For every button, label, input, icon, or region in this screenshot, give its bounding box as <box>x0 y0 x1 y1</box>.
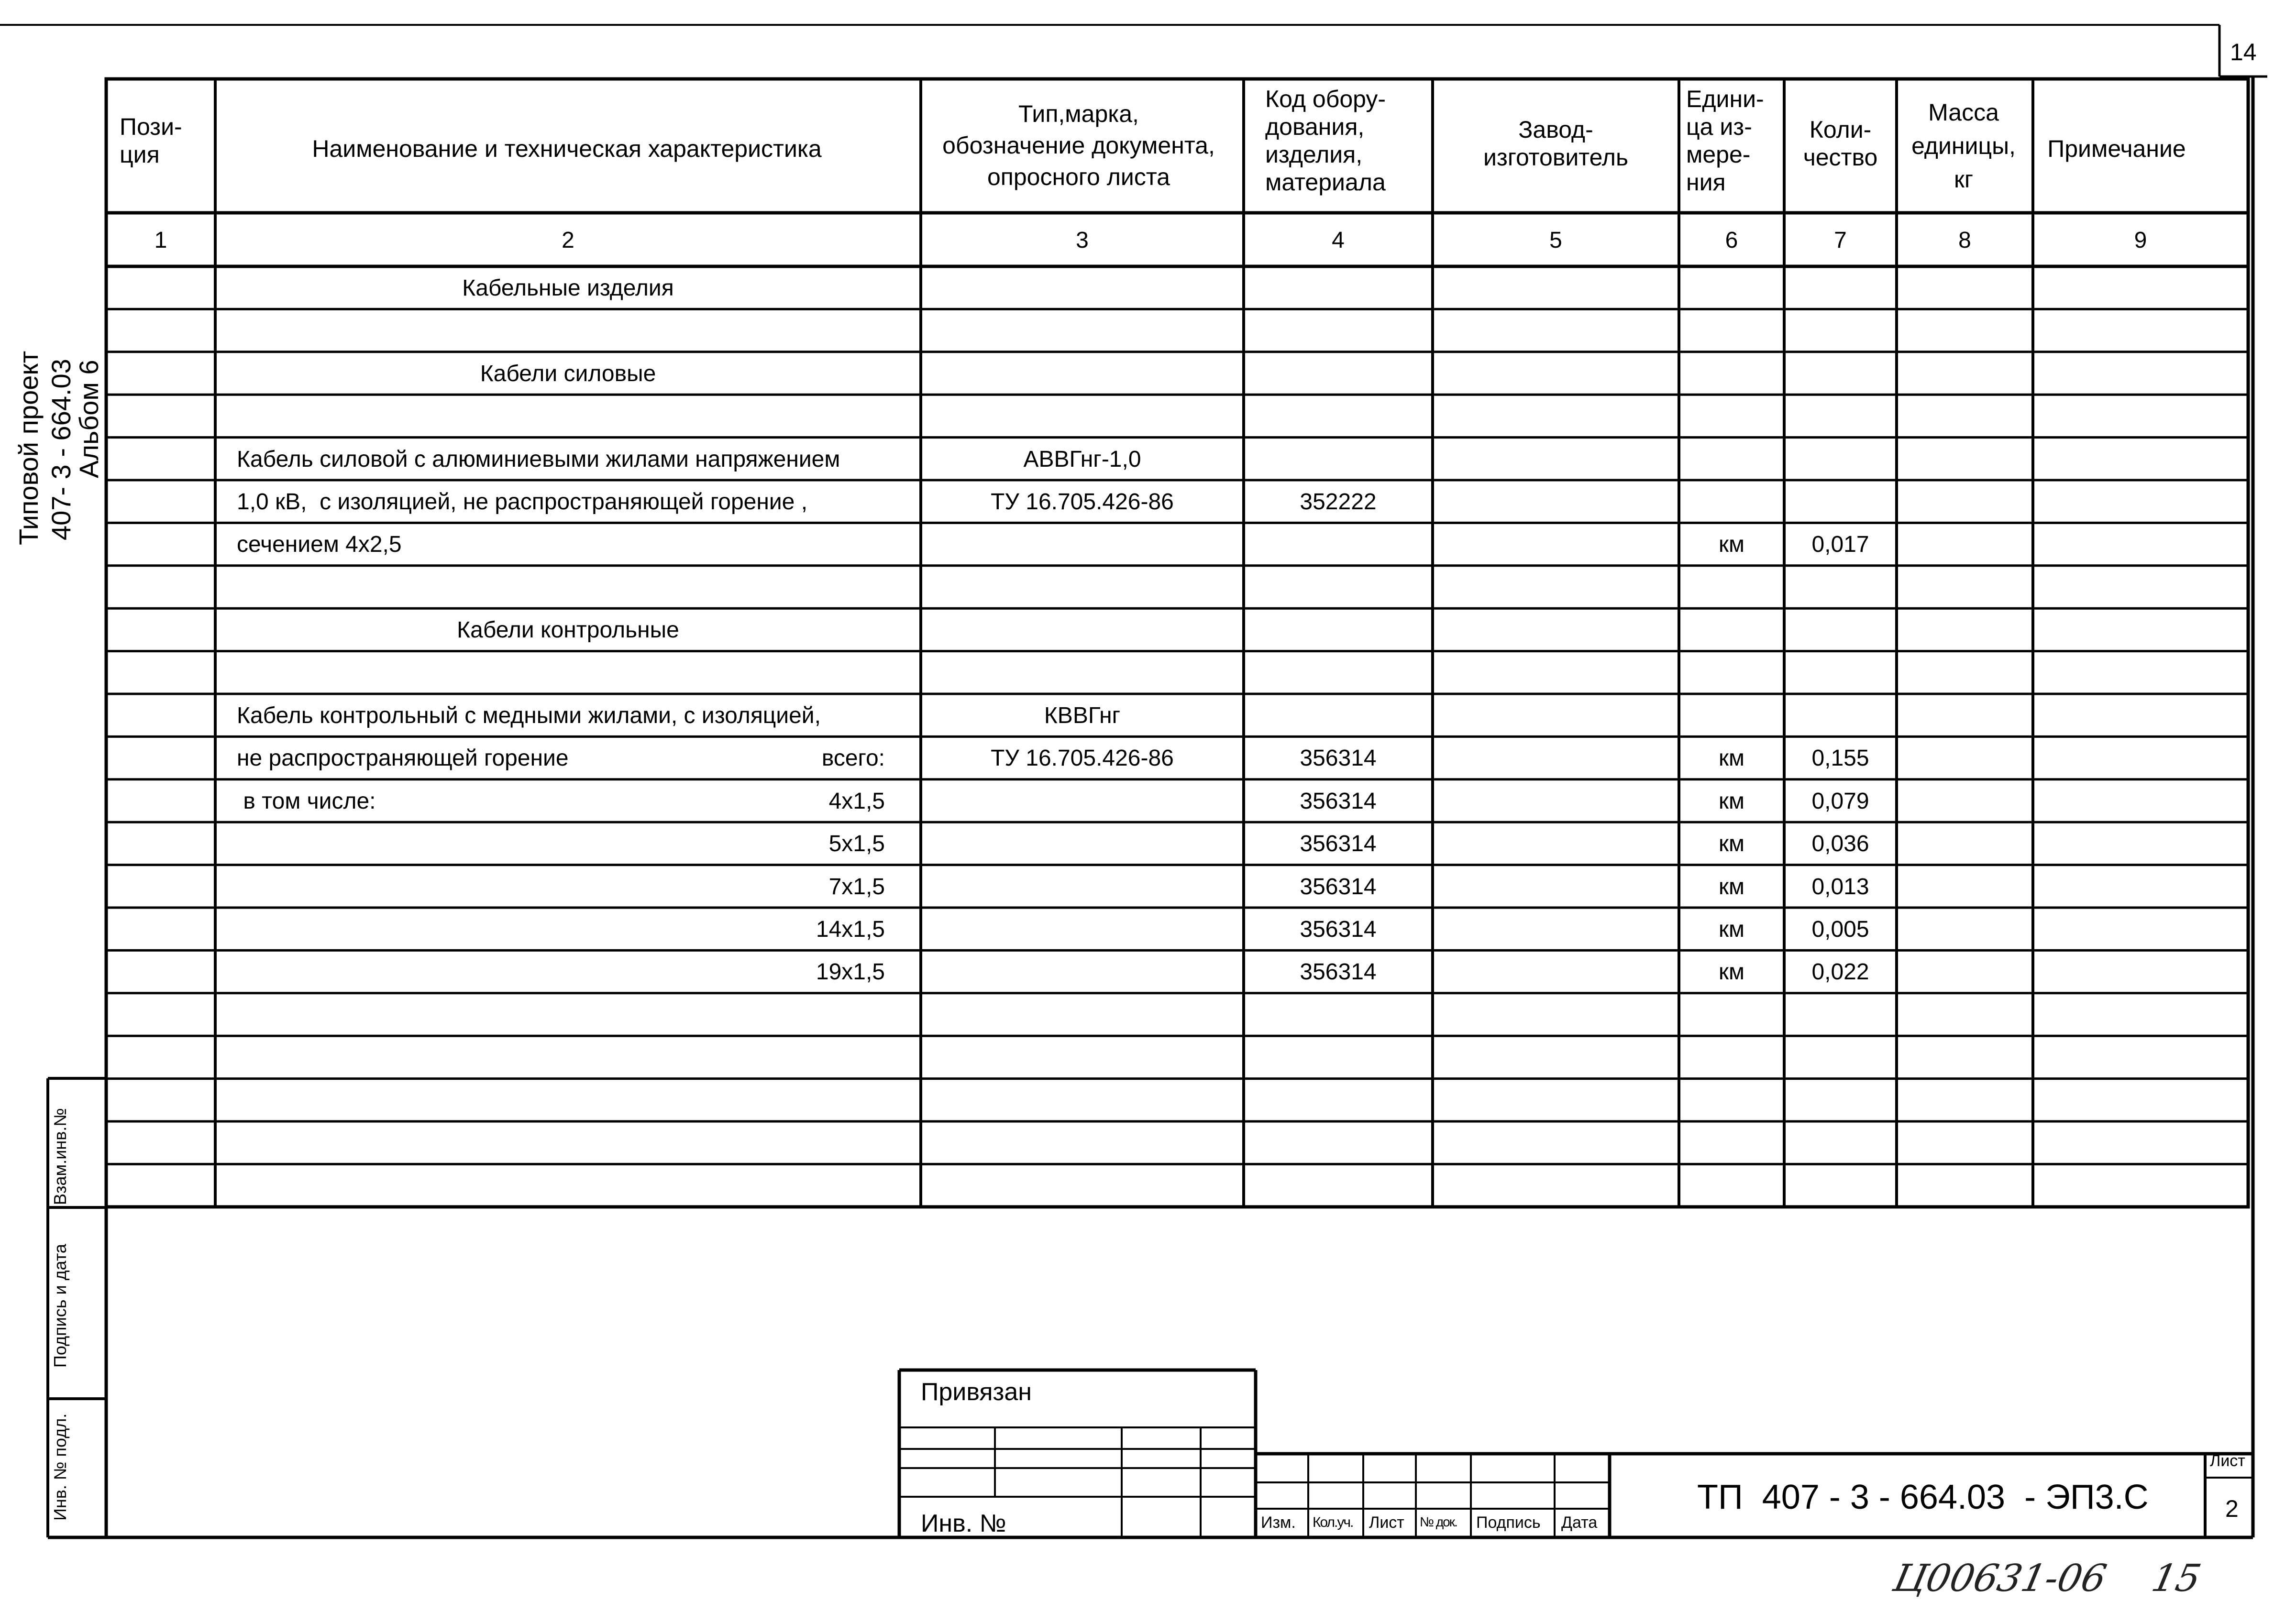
row-section-title: Кабели силовые <box>480 361 656 386</box>
row-qty: 0,079 <box>1811 788 1869 814</box>
sheet-label: Лист <box>2210 1452 2245 1470</box>
header-name: Наименование и техническая характеристика <box>312 135 822 162</box>
handwritten-page: 15 <box>2148 1557 2205 1600</box>
side-stamp-line2: 407- 3 - 664.03 <box>46 359 76 540</box>
row-name: 1,0 кВ, с изоляцией, не распространяющей горение , <box>237 489 808 515</box>
row-code: 356314 <box>1300 874 1377 899</box>
header-code: Код обору- дования, изделия, материала <box>1265 86 1386 196</box>
row-name: в том числе: <box>237 788 376 814</box>
header-maker: Завод- изготовитель <box>1483 116 1629 171</box>
column-number: 2 <box>562 228 574 253</box>
row-unit: км <box>1719 831 1744 857</box>
sheet-value: 2 <box>2225 1495 2239 1522</box>
row-qty: 0,155 <box>1811 746 1869 771</box>
row-name: Кабель контрольный с медными жилами, с изоляцией, <box>237 703 821 728</box>
row-name-right: 14х1,5 <box>816 917 885 942</box>
vzam-inv-label: Взам.инв.№ <box>50 1108 70 1205</box>
row-type: ТУ 16.705.426-86 <box>991 489 1174 515</box>
header-mass: Масса единицы, кг <box>1911 99 2016 193</box>
inv-podl-label: Инв. № подл. <box>50 1413 70 1521</box>
n-dok-label: № док. <box>1420 1514 1457 1529</box>
row-code: 356314 <box>1300 746 1377 771</box>
sheet-number: 14 <box>2230 39 2257 66</box>
inv-no-label: Инв. № <box>921 1510 1006 1537</box>
row-unit: км <box>1719 532 1744 558</box>
column-number: 7 <box>1834 228 1847 253</box>
row-name: Кабель силовой с алюминиевыми жилами напряжением <box>237 446 840 472</box>
row-unit: км <box>1719 746 1744 771</box>
row-name-right: 19х1,5 <box>816 959 885 985</box>
column-number: 9 <box>2134 228 2147 253</box>
row-unit: км <box>1719 874 1744 899</box>
column-number: 6 <box>1725 228 1738 253</box>
row-type: КВВГнг <box>1044 703 1121 728</box>
row-name: не распространяющей горение <box>237 746 569 771</box>
designation: ТП 407 - 3 - 664.03 - ЭП3.С <box>1697 1478 2149 1516</box>
privyazan-label: Привязан <box>921 1378 1032 1406</box>
row-code: 356314 <box>1300 788 1377 814</box>
column-number: 5 <box>1549 228 1562 253</box>
row-name-right: 5х1,5 <box>828 831 885 857</box>
data-label: Дата <box>1561 1513 1598 1532</box>
izm-label: Изм. <box>1261 1513 1296 1532</box>
header-qty: Коли- чество <box>1803 116 1878 171</box>
row-qty: 0,005 <box>1811 917 1869 942</box>
row-type: АВВГнг-1,0 <box>1023 446 1141 472</box>
header-pos: Пози- ция <box>120 113 182 168</box>
column-number: 3 <box>1076 228 1089 253</box>
row-qty: 0,013 <box>1811 874 1869 899</box>
row-section-title: Кабели контрольные <box>457 617 679 643</box>
row-name: сечением 4х2,5 <box>237 532 402 558</box>
podpis-data-label: Подпись и дата <box>50 1244 70 1368</box>
row-qty: 0,036 <box>1811 831 1869 857</box>
row-code: 356314 <box>1300 917 1377 942</box>
handwritten-code: Ц00631-06 <box>1889 1557 2110 1600</box>
side-stamp-line1: Типовой проект <box>13 351 44 545</box>
header-unit: Едини- ца из- мере- ния <box>1686 86 1764 196</box>
row-section-title: Кабельные изделия <box>462 275 674 301</box>
header-note: Примечание <box>2047 135 2186 162</box>
row-name-right: всего: <box>821 746 885 771</box>
row-unit: км <box>1719 917 1744 942</box>
row-qty: 0,017 <box>1811 532 1869 558</box>
row-code: 356314 <box>1300 959 1377 985</box>
row-unit: км <box>1719 959 1744 985</box>
row-qty: 0,022 <box>1811 959 1869 985</box>
row-unit: км <box>1719 788 1744 814</box>
row-type: ТУ 16.705.426-86 <box>991 746 1174 771</box>
podpis-label: Подпись <box>1476 1513 1541 1532</box>
column-number: 1 <box>154 228 167 253</box>
column-number: 4 <box>1332 228 1345 253</box>
column-number: 8 <box>1958 228 1971 253</box>
kol-uch-label: Кол.уч. <box>1313 1514 1353 1530</box>
header-type: Тип,марка, обозначение документа, опросного листа <box>942 100 1215 190</box>
row-name-right: 7х1,5 <box>828 874 885 899</box>
list-label: Лист <box>1369 1513 1404 1532</box>
row-code: 356314 <box>1300 831 1377 857</box>
side-stamp-line3: Альбом 6 <box>74 360 104 478</box>
row-code: 352222 <box>1300 489 1377 515</box>
row-name-right: 4х1,5 <box>828 788 885 814</box>
